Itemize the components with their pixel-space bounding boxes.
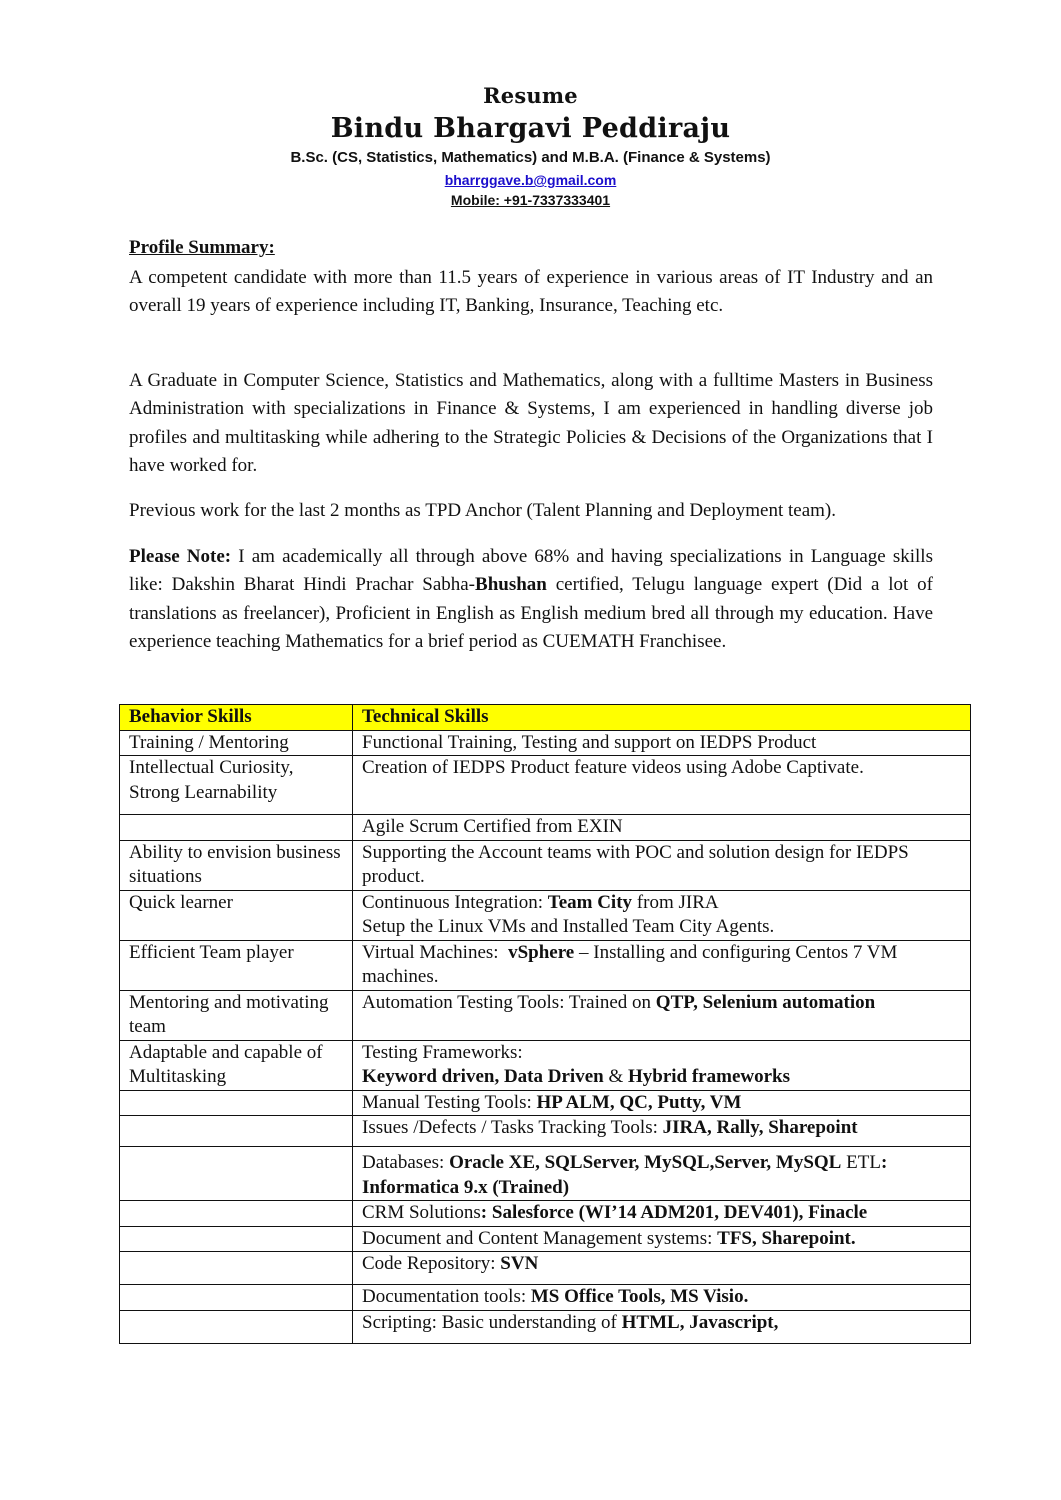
- technical-cell: [353, 840, 971, 890]
- email-line: [0, 172, 1061, 188]
- behavior-cell: Intellectual Curiosity, Strong Learnability: [120, 756, 353, 815]
- technical-bold: : Salesforce (WI’14 ADM201, DEV401), Finacle: [480, 1202, 868, 1223]
- technical-text: Testing Frameworks:: [362, 1041, 523, 1063]
- technical-text: Document and Content Management systems:: [362, 1227, 718, 1249]
- email-link[interactable]: bharrggave.b@gmail.com: [444, 172, 617, 188]
- behavior-cell: Ability to envision business situations: [120, 840, 353, 890]
- technical-text: Agile Scrum Certified from EXIN: [362, 816, 623, 837]
- technical-bold: Oracle XE, SQLServer, MySQL,Server, MySQL: [449, 1152, 842, 1173]
- table-row: [120, 1147, 971, 1201]
- table-header-row: [120, 705, 971, 731]
- technical-text: ETL: [841, 1152, 881, 1173]
- table-row: [120, 890, 971, 940]
- technical-bold: HTML, Javascript,: [621, 1311, 779, 1333]
- table-row: [120, 1201, 971, 1227]
- technical-cell: [353, 1310, 971, 1343]
- table-row: [120, 990, 971, 1040]
- behavior-cell: Mentoring and motivating team: [120, 990, 353, 1040]
- technical-text: Code Repository:: [362, 1253, 501, 1274]
- profile-summary-heading: Profile Summary:: [129, 237, 275, 258]
- technical-bold: MS Office Tools, MS Visio.: [530, 1286, 749, 1307]
- table-row: [120, 1252, 971, 1285]
- table-row: [120, 756, 971, 815]
- technical-text: from JIRA: [632, 891, 719, 913]
- behavior-cell: [120, 1226, 353, 1252]
- note-text-a: I am academically all through above 68% and having specializations in Language skills like: Dakshin Bharat Hindi Prachar Sabha-: [129, 546, 933, 596]
- table-row: [120, 730, 971, 756]
- behavior-cell: Adaptable and capable of Multitasking: [120, 1040, 353, 1090]
- degrees-line: B.Sc. (CS, Statistics, Mathematics) and M.B.A. (Finance & Systems): [290, 149, 771, 166]
- behavior-cell: Training / Mentoring: [120, 730, 353, 756]
- technical-cell: [353, 1147, 971, 1201]
- technical-bold: Hybrid frameworks: [627, 1066, 790, 1087]
- technical-text: Manual Testing Tools:: [362, 1091, 537, 1113]
- profile-paragraph-3: Previous work for the last 2 months as TPD Anchor (Talent Planning and Deployment team).: [129, 500, 837, 521]
- behavior-cell: [120, 1310, 353, 1343]
- table-row: [120, 1116, 971, 1147]
- technical-cell: [353, 990, 971, 1040]
- technical-text: Scripting: Basic understanding of: [362, 1311, 622, 1333]
- behavior-cell: [120, 1201, 353, 1227]
- table-row: [120, 1285, 971, 1311]
- technical-cell: [353, 1285, 971, 1311]
- technical-cell: [353, 1226, 971, 1252]
- note-bold-bhushan: Bhushan: [475, 574, 547, 596]
- table-row: [120, 815, 971, 841]
- technical-cell: [353, 1252, 971, 1285]
- technical-bold: TFS, Sharepoint.: [717, 1227, 856, 1249]
- technical-bold: JIRA, Rally, Sharepoint: [662, 1117, 858, 1138]
- technical-text: Virtual Machines:: [362, 941, 509, 963]
- behavior-cell: [120, 1252, 353, 1285]
- technical-cell: [353, 1116, 971, 1147]
- technical-text: Creation of IEDPS Product feature videos using Adobe Captivate.: [362, 757, 864, 778]
- technical-bold: QTP, Selenium automation: [655, 991, 876, 1013]
- candidate-name: Bindu Bhargavi Peddiraju: [330, 113, 731, 144]
- note-text-c: certified, Telugu language expert (Did a lot of translations as freelancer), Proficient in English as English medium bred all through my education. Have experience teaching Mathematics for a brief period as CUEMATH Franchisee.: [129, 574, 933, 652]
- technical-text: Automation Testing Tools: Trained on: [362, 991, 656, 1013]
- technical-text: &: [603, 1066, 628, 1087]
- technical-text: CRM Solutions: [362, 1202, 481, 1223]
- behavior-cell: [120, 1147, 353, 1201]
- technical-text: Continuous Integration:: [362, 891, 548, 913]
- technical-bold: Keyword driven, Data Driven: [362, 1066, 604, 1087]
- technical-text: Databases:: [362, 1152, 450, 1173]
- document-title: Resume: [483, 83, 578, 108]
- header-technical-skills: Technical Skills: [353, 705, 971, 731]
- profile-paragraph-2: A Graduate in Computer Science, Statistics and Mathematics, along with a fulltime Masters in Business Administration with specializations in Finance & Systems, I am experienced in handling diverse job profiles and multitasking while adhering to the Strategic Policies & Decisions of the Organizations that I have worked for.: [129, 370, 933, 476]
- table-row: [120, 1226, 971, 1252]
- technical-cell: [353, 1090, 971, 1116]
- technical-bold: SVN: [500, 1253, 539, 1274]
- technical-cell: [353, 756, 971, 815]
- skills-table: [119, 704, 971, 1344]
- technical-bold: Team City: [547, 891, 633, 913]
- behavior-cell: [120, 1090, 353, 1116]
- technical-text: Supporting the Account teams with POC and solution design for IEDPS product.: [362, 841, 909, 887]
- behavior-cell: [120, 815, 353, 841]
- technical-text: Documentation tools:: [362, 1286, 531, 1307]
- profile-paragraph-1: A competent candidate with more than 11.5 years of experience in various areas of IT Industry and an overall 19 years of experience including IT, Banking, Insurance, Teaching etc.: [129, 267, 933, 317]
- behavior-cell: [120, 1116, 353, 1147]
- behavior-cell: Quick learner: [120, 890, 353, 940]
- mobile-line: Mobile: +91-7337333401: [450, 192, 611, 208]
- table-row: [120, 940, 971, 990]
- table-row: [120, 840, 971, 890]
- behavior-cell: [120, 1285, 353, 1311]
- technical-cell: [353, 815, 971, 841]
- technical-text: Issues /Defects / Tasks Tracking Tools:: [362, 1117, 663, 1138]
- technical-text-line2: Setup the Linux VMs and Installed Team City Agents.: [362, 916, 775, 937]
- technical-bold: vSphere: [508, 941, 575, 963]
- table-row: [120, 1090, 971, 1116]
- technical-bold: HP ALM, QC, Putty, VM: [536, 1091, 742, 1113]
- please-note-label: Please Note:: [129, 546, 232, 567]
- technical-cell: [353, 1201, 971, 1227]
- header-behavior-skills: Behavior Skills: [120, 705, 353, 731]
- technical-cell: [353, 940, 971, 990]
- please-note-paragraph: [129, 543, 933, 656]
- technical-bold: : Informatica 9.x (Trained): [362, 1152, 888, 1198]
- technical-text: – Installing and configuring Centos 7 VM machines.: [362, 941, 898, 987]
- technical-cell: [353, 1040, 971, 1090]
- technical-cell: [353, 890, 971, 940]
- table-row: [120, 1040, 971, 1090]
- table-row: [120, 1310, 971, 1343]
- technical-text: Functional Training, Testing and support on IEDPS Product: [362, 731, 817, 753]
- behavior-cell: Efficient Team player: [120, 940, 353, 990]
- technical-cell: [353, 730, 971, 756]
